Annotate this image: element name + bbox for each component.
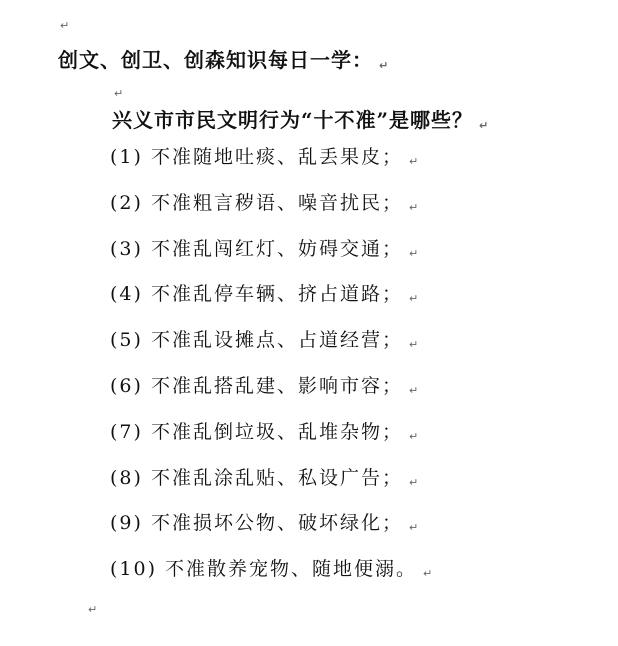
document-heading: [58, 44, 389, 73]
list-item: [110, 556, 434, 602]
list-item: [110, 236, 434, 282]
paragraph-mark-icon: ↵: [408, 475, 421, 489]
rule-text: (7) 不准乱倒垃圾、乱堆杂物；: [110, 420, 403, 443]
list-item: [110, 190, 434, 236]
list-item: [110, 510, 434, 556]
paragraph-mark-icon: ↵: [114, 87, 124, 100]
document-subheading: [112, 104, 489, 133]
list-item: [110, 419, 434, 465]
paragraph-mark-icon: ↵: [408, 521, 421, 535]
rule-text: (2) 不准粗言秽语、噪音扰民；: [110, 191, 403, 214]
paragraph-mark-icon: ↵: [423, 567, 435, 581]
rule-text: (6) 不准乱搭乱建、影响市容；: [110, 374, 403, 397]
paragraph-mark-icon: ↵: [408, 155, 421, 168]
paragraph-mark-icon: ↵: [408, 200, 421, 214]
paragraph-mark-icon: ↵: [408, 246, 421, 260]
rule-text: (5) 不准乱设摊点、占道经营；: [110, 329, 403, 352]
paragraph-mark-icon: ↵: [379, 59, 390, 72]
list-item: [110, 281, 434, 327]
rules-list: [110, 144, 434, 602]
subheading-text: 兴义市市民文明行为“十不准”是哪些？: [112, 108, 474, 132]
rule-text: (3) 不准乱闯红灯、妨碍交通；: [110, 237, 403, 260]
paragraph-mark-icon: ↵: [408, 292, 421, 306]
paragraph-mark-icon: ↵: [408, 429, 421, 443]
list-item: [110, 465, 434, 511]
rule-text: (8) 不准乱涂乱贴、私设广告；: [110, 466, 403, 489]
list-item: [110, 373, 434, 419]
rule-text: (10) 不准散养宠物、随地便溺。: [110, 558, 418, 581]
paragraph-mark-icon: ↵: [479, 119, 490, 132]
paragraph-mark-icon: ↵: [408, 383, 421, 397]
paragraph-mark-icon: ↵: [88, 603, 98, 616]
list-item: [110, 327, 434, 373]
paragraph-mark-icon: ↵: [60, 19, 70, 32]
heading-text: 创文、创卫、创森知识每日一学：: [58, 48, 373, 72]
rule-text: (4) 不准乱停车辆、挤占道路；: [110, 283, 403, 306]
rule-text: (1) 不准随地吐痰、乱丢果皮；: [110, 146, 403, 168]
rule-text: (9) 不准损坏公物、破坏绿化；: [110, 512, 403, 535]
list-item: [110, 144, 434, 190]
paragraph-mark-icon: ↵: [408, 338, 421, 352]
